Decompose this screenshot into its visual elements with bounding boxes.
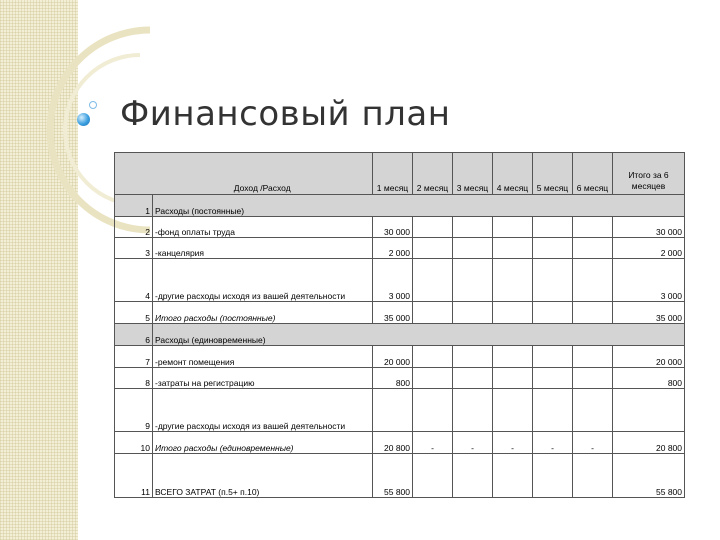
cell-month-2 bbox=[413, 217, 453, 238]
page-title: Финансовый план bbox=[120, 94, 451, 134]
cell-month-2 bbox=[413, 259, 453, 302]
cell-month-4: - bbox=[493, 432, 533, 454]
decorative-ring bbox=[89, 101, 97, 109]
cell-month-4 bbox=[493, 259, 533, 302]
cell-month-4 bbox=[493, 454, 533, 498]
cell-month-6 bbox=[573, 389, 613, 432]
financial-plan-table bbox=[114, 152, 685, 498]
row-number: 9 bbox=[115, 389, 153, 432]
row-number: 10 bbox=[115, 432, 153, 454]
cell-total: 55 800 bbox=[613, 454, 685, 498]
cell-month-1: 35 000 bbox=[373, 302, 413, 324]
header-total bbox=[613, 153, 685, 195]
row-label: -канцелярия bbox=[153, 238, 373, 259]
row-label: -ремонт помещения bbox=[153, 346, 373, 368]
row-label: Расходы (постоянные) bbox=[153, 195, 685, 217]
cell-month-6 bbox=[573, 238, 613, 259]
cell-month-3 bbox=[453, 454, 493, 498]
table-row bbox=[115, 324, 685, 346]
header-month-4: 4 месяц bbox=[493, 153, 533, 195]
cell-month-3 bbox=[453, 259, 493, 302]
cell-total: 20 000 bbox=[613, 346, 685, 368]
header-month-3: 3 месяц bbox=[453, 153, 493, 195]
cell-month-3 bbox=[453, 217, 493, 238]
cell-total: 20 800 bbox=[613, 432, 685, 454]
cell-total: 2 000 bbox=[613, 238, 685, 259]
row-number: 4 bbox=[115, 259, 153, 302]
table-header-row bbox=[115, 153, 685, 195]
cell-month-1 bbox=[373, 389, 413, 432]
decorative-side-strip bbox=[0, 0, 78, 540]
table-row bbox=[115, 454, 685, 498]
header-number-cell bbox=[115, 153, 153, 195]
row-number: 5 bbox=[115, 302, 153, 324]
cell-total: 35 000 bbox=[613, 302, 685, 324]
row-label: -фонд оплаты труда bbox=[153, 217, 373, 238]
cell-total: 800 bbox=[613, 368, 685, 389]
cell-month-5 bbox=[533, 346, 573, 368]
cell-month-1: 20 800 bbox=[373, 432, 413, 454]
cell-month-6 bbox=[573, 368, 613, 389]
row-number: 7 bbox=[115, 346, 153, 368]
cell-month-3 bbox=[453, 346, 493, 368]
cell-month-1: 20 000 bbox=[373, 346, 413, 368]
cell-month-5 bbox=[533, 454, 573, 498]
cell-month-5: - bbox=[533, 432, 573, 454]
row-label: -затраты на регистрацию bbox=[153, 368, 373, 389]
cell-month-2 bbox=[413, 389, 453, 432]
table-row bbox=[115, 346, 685, 368]
title-bullet-icon bbox=[77, 113, 90, 126]
cell-month-4 bbox=[493, 302, 533, 324]
header-item: Доход /Расход bbox=[153, 153, 373, 195]
cell-month-3 bbox=[453, 238, 493, 259]
cell-month-2 bbox=[413, 302, 453, 324]
cell-month-1: 30 000 bbox=[373, 217, 413, 238]
cell-month-2 bbox=[413, 346, 453, 368]
cell-month-4 bbox=[493, 346, 533, 368]
row-label: Итого расходы (единовременные) bbox=[153, 432, 373, 454]
cell-month-5 bbox=[533, 389, 573, 432]
cell-month-5 bbox=[533, 238, 573, 259]
row-number: 11 bbox=[115, 454, 153, 498]
cell-month-1: 800 bbox=[373, 368, 413, 389]
table-row bbox=[115, 302, 685, 324]
row-label: -другие расходы исходя из вашей деятельности bbox=[153, 389, 373, 432]
header-total-line2: месяцев bbox=[631, 181, 666, 191]
row-label: Итого расходы (постоянные) bbox=[153, 302, 373, 324]
header-total-line1: Итого за 6 bbox=[628, 170, 669, 180]
cell-month-3 bbox=[453, 389, 493, 432]
cell-month-6: - bbox=[573, 432, 613, 454]
cell-month-6 bbox=[573, 346, 613, 368]
header-month-1: 1 месяц bbox=[373, 153, 413, 195]
table-row bbox=[115, 238, 685, 259]
row-number: 1 bbox=[115, 195, 153, 217]
table-row bbox=[115, 217, 685, 238]
header-month-6: 6 месяц bbox=[573, 153, 613, 195]
table-row bbox=[115, 195, 685, 217]
cell-month-6 bbox=[573, 302, 613, 324]
cell-month-5 bbox=[533, 217, 573, 238]
table-row bbox=[115, 368, 685, 389]
cell-month-6 bbox=[573, 217, 613, 238]
cell-month-5 bbox=[533, 259, 573, 302]
row-label: Расходы (единовременные) bbox=[153, 324, 685, 346]
cell-month-3 bbox=[453, 368, 493, 389]
row-number: 8 bbox=[115, 368, 153, 389]
cell-month-4 bbox=[493, 238, 533, 259]
row-number: 6 bbox=[115, 324, 153, 346]
cell-month-1: 2 000 bbox=[373, 238, 413, 259]
row-label: ВСЕГО ЗАТРАТ (п.5+ п.10) bbox=[153, 454, 373, 498]
cell-total bbox=[613, 389, 685, 432]
table-row bbox=[115, 389, 685, 432]
header-month-5: 5 месяц bbox=[533, 153, 573, 195]
row-number: 2 bbox=[115, 217, 153, 238]
table-row bbox=[115, 259, 685, 302]
cell-month-4 bbox=[493, 368, 533, 389]
cell-month-2 bbox=[413, 368, 453, 389]
cell-total: 30 000 bbox=[613, 217, 685, 238]
cell-month-1: 55 800 bbox=[373, 454, 413, 498]
cell-month-4 bbox=[493, 217, 533, 238]
table-row bbox=[115, 432, 685, 454]
cell-month-6 bbox=[573, 259, 613, 302]
cell-month-1: 3 000 bbox=[373, 259, 413, 302]
cell-month-2 bbox=[413, 454, 453, 498]
cell-month-2: - bbox=[413, 432, 453, 454]
cell-month-4 bbox=[493, 389, 533, 432]
cell-month-6 bbox=[573, 454, 613, 498]
cell-month-3 bbox=[453, 302, 493, 324]
row-label: -другие расходы исходя из вашей деятельности bbox=[153, 259, 373, 302]
cell-month-2 bbox=[413, 238, 453, 259]
cell-month-5 bbox=[533, 368, 573, 389]
cell-month-3: - bbox=[453, 432, 493, 454]
cell-month-5 bbox=[533, 302, 573, 324]
cell-total: 3 000 bbox=[613, 259, 685, 302]
row-number: 3 bbox=[115, 238, 153, 259]
header-month-2: 2 месяц bbox=[413, 153, 453, 195]
